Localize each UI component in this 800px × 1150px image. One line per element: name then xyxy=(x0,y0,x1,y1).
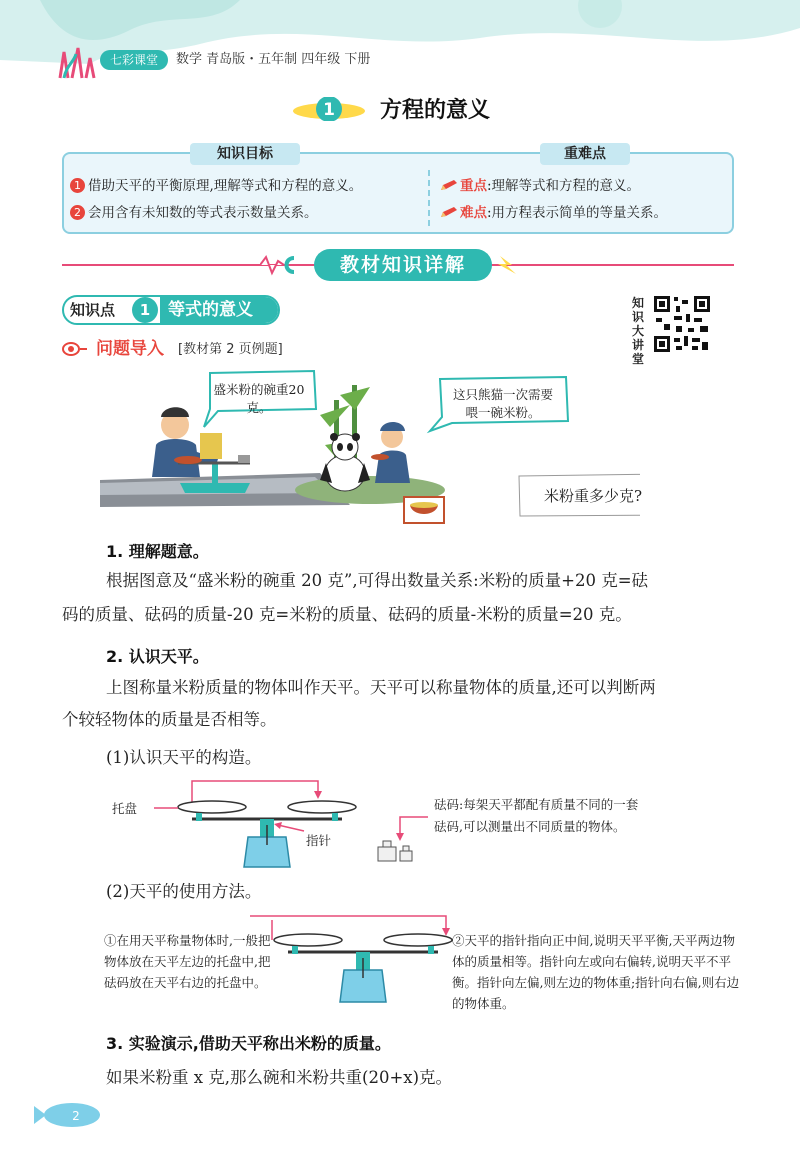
lesson-title: 方程的意义 xyxy=(380,97,491,123)
qr-code-icon[interactable] xyxy=(652,294,712,354)
difficult-point xyxy=(440,203,667,223)
difficult-point-label: 难点 xyxy=(460,205,487,221)
qr-label: 知识大讲堂 xyxy=(632,296,645,366)
difficult-point-text: :用方程表示简单的等量关系。 xyxy=(487,205,668,221)
knowledge-point-label: 知识点 xyxy=(70,301,116,319)
pencil-icon xyxy=(440,206,458,218)
label-tray: 托盘 xyxy=(112,801,138,816)
balance-usage-diagram xyxy=(250,910,480,1010)
page-number-fish-icon xyxy=(30,1100,100,1130)
goals-divider xyxy=(428,170,430,226)
section-1-paragraph-line-2: 码的质量、砝码的质量-20 克=米粉的质量、砝码的质量-米粉的质量=20 克。 xyxy=(62,605,632,624)
weights-note-line-2: 砝码,可以测量出不同质量的物体。 xyxy=(434,819,626,834)
key-difficult-tab: 重难点 xyxy=(540,143,630,165)
objective-number: 1 xyxy=(70,178,85,193)
knowledge-point-title: 等式的意义 xyxy=(168,300,253,320)
key-point xyxy=(440,176,640,196)
objective-2 xyxy=(70,203,318,223)
objective-text: 会用含有未知数的等式表示数量关系。 xyxy=(88,205,318,221)
objective-1 xyxy=(70,176,362,196)
lesson-number: 1 xyxy=(323,100,335,120)
section-1-paragraph-line-1: 根据图意及“盛米粉的碗重 20 克”,可得出数量关系:米粉的质量+20 克=砝 xyxy=(106,571,649,590)
header-subject: 数学 青岛版・五年制 四年级 下册 xyxy=(176,52,371,67)
objective-number: 2 xyxy=(70,205,85,220)
intro-title: 问题导入 xyxy=(96,339,164,359)
section-1-heading: 1. 理解题意。 xyxy=(106,542,209,561)
section-2-subheading-2: (2)天平的使用方法。 xyxy=(106,882,262,901)
brand-badge: 七彩课堂 xyxy=(100,50,168,70)
section-2-subheading-1: (1)认识天平的构造。 xyxy=(106,748,262,767)
key-point-label: 重点 xyxy=(460,178,487,194)
key-point-text: :理解等式和方程的意义。 xyxy=(487,178,641,194)
page-number: 2 xyxy=(72,1109,80,1123)
section-3-heading: 3. 实验演示,借助天平称出米粉的质量。 xyxy=(106,1034,391,1053)
objective-text: 借助天平的平衡原理,理解等式和方程的意义。 xyxy=(88,178,363,194)
pencil-icon xyxy=(440,179,458,191)
eye-bullet-icon xyxy=(62,342,88,356)
section-banner: 教材知识详解 xyxy=(314,249,492,281)
speech-bubble-left: 盛米粉的碗重20克。 xyxy=(213,382,305,415)
question-card: 米粉重多少克? xyxy=(543,487,643,505)
knowledge-goals-tab: 知识目标 xyxy=(190,143,300,165)
usage-note-right: ②天平的指针指向正中间,说明天平平衡,天平两边物体的质量相等。指针向左或向右偏转,说明天平不平衡。指针向左偏,则左边的物体重;指针向右偏,则右边的物体重。 xyxy=(452,933,740,1011)
usage-note-left: ①在用天平称量物体时,一般把物体放在天平左边的托盘中,把砝码放在天平右边的托盘中。 xyxy=(104,933,271,990)
section-2-paragraph-line-1: 上图称量米粉质量的物体叫作天平。天平可以称量物体的质量,还可以判断两 xyxy=(106,678,656,697)
section-2-heading: 2. 认识天平。 xyxy=(106,647,209,666)
speech-bubble-right: 这只熊猫一次需要喂一碗米粉。 xyxy=(452,387,553,420)
section-2-paragraph-line-2: 个较轻物体的质量是否相等。 xyxy=(62,710,277,729)
section-3-paragraph: 如果米粉重 x 克,那么碗和米粉共重(20+x)克。 xyxy=(106,1068,453,1087)
label-pointer: 指针 xyxy=(306,833,332,848)
intro-reference: [教材第 2 页例题] xyxy=(178,342,283,357)
weights-note-line-1: 砝码:每架天平都配有质量不同的一套 xyxy=(434,797,639,812)
knowledge-point-number: 1 xyxy=(132,297,158,323)
